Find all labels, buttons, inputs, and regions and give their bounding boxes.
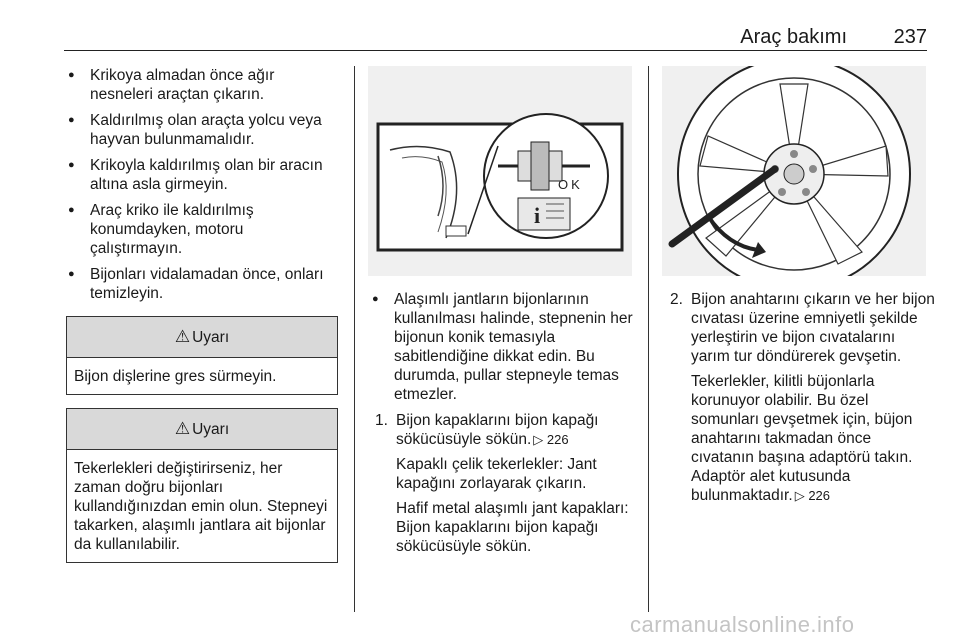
list-item: ● Krikoyla kaldırılmış olan bir aracın altına asla girmeyin. — [66, 156, 338, 194]
svg-text:i: i — [534, 203, 541, 228]
step-1 — [370, 411, 635, 556]
step-paragraph: Kapaklı çelik tekerlekler: Jant kapağını zorlayarak çıkarın. — [396, 456, 597, 492]
ok-label: OK — [558, 177, 583, 192]
step-paragraph: Tekerlekler, kilitli büjonlarla korunuyor olabilir. Bu özel somunları gevşetmek için, büjon anahtarını takmadan önce cıvatanın başına adaptörü takın. Adaptör alet kutusunda bulunmaktadır. ▷ 226 — [691, 373, 913, 504]
list-item: ● Kaldırılmış olan araçta yolcu veya hayvan bulunmamalıdır. — [66, 111, 338, 149]
warning-text: Tekerlekleri değiştirirseniz, her zaman doğru bijonları kullandığınızdan emin olun. Stepneyi takarken, alaşımlı jantlara ait bijonlar da kullanılabilir. — [74, 460, 328, 553]
lug-nut-figure — [368, 66, 632, 276]
page-reference — [533, 430, 568, 449]
warning-box — [66, 408, 338, 563]
step-text: Bijon kapaklarını bijon kapağı sökücüsüyle sökün. — [396, 412, 599, 448]
step-number: 2. — [670, 291, 683, 308]
reference-arrow-icon: ▷ — [794, 488, 805, 503]
warning-header — [67, 409, 337, 450]
warning-box — [66, 316, 338, 395]
watermark: carmanualsonline.info — [630, 612, 855, 637]
wheel-wrench-figure — [662, 66, 926, 276]
reference-page: 226 — [808, 488, 831, 503]
column-1 — [66, 66, 338, 563]
column-2 — [370, 290, 635, 556]
column-divider — [648, 66, 649, 612]
reference-page: 226 — [546, 432, 569, 447]
column-3 — [665, 290, 935, 505]
warning-title: Uyarı — [192, 329, 230, 346]
bullet-list — [370, 290, 635, 404]
step-text: Bijon anahtarını çıkarın ve her bijon cıvatası üzerine emniyetli şekilde yerleştirin ve bijon cıvatalarını yarım tur döndürerek gevşetin. — [691, 291, 935, 365]
step-number: 1. — [375, 412, 388, 429]
list-item: ● Alaşımlı jantların bijonlarının kullanılması halinde, stepnenin her bijonun konik temasıyla sabitlendiğine dikkat edin. Bu durumda, pullar stepneyle temas etmezler. — [370, 290, 635, 404]
warning-icon: ⚠ — [174, 327, 191, 346]
warning-icon: ⚠ — [174, 419, 191, 438]
page-header — [64, 22, 927, 51]
reference-arrow-icon: ▷ — [533, 432, 544, 447]
list-item: ● Krikoya almadan önce ağır nesneleri araçtan çıkarın. — [66, 66, 338, 104]
step-paragraph: Hafif metal alaşımlı jant kapakları: Bijon kapaklarını bijon kapağı sökücüsüyle sökün. — [396, 500, 629, 555]
step-2 — [665, 290, 935, 505]
page-number: 237 — [893, 26, 927, 48]
column-divider — [354, 66, 355, 612]
list-item: ● Araç kriko ile kaldırılmış konumdayken, motoru çalıştırmayın. — [66, 201, 338, 258]
page-reference — [795, 486, 830, 505]
bullet-list — [66, 66, 338, 303]
warning-header — [67, 317, 337, 358]
section-title: Araç bakımı — [740, 26, 847, 48]
list-item: ● Bijonları vidalamadan önce, onları temizleyin. — [66, 265, 338, 303]
warning-text: Bijon dişlerine gres sürmeyin. — [74, 368, 277, 385]
warning-title: Uyarı — [192, 421, 230, 438]
